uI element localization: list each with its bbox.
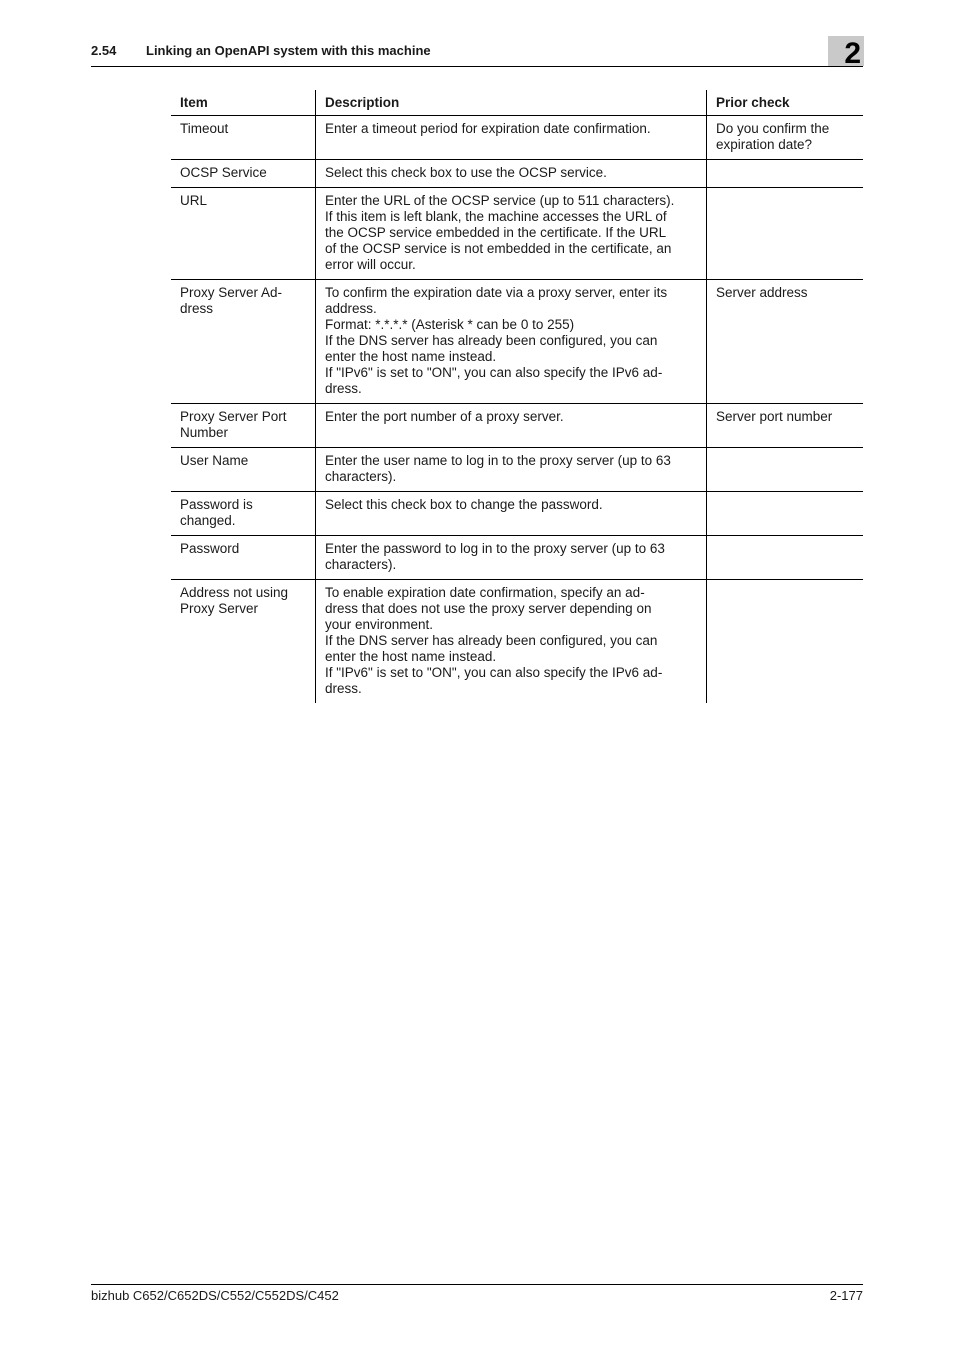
cell-description [316,580,707,704]
cell-text-line: address. [325,301,377,316]
cell-description [316,492,707,536]
cell-text-line: Enter the password to log in to the proxy server (up to 63 [325,541,665,556]
cell-text-line: enter the host name instead. [325,349,497,364]
cell-description [316,404,707,448]
cell-text-line: To confirm the expiration date via a proxy server, enter its [325,285,668,300]
column-header-description: Description [316,90,707,116]
cell-item [171,448,316,492]
cell-description [316,160,707,188]
cell-item [171,116,316,160]
table-row [171,160,863,188]
table-row [171,404,863,448]
cell-text-line: If the DNS server has already been configured, you can [325,633,658,648]
cell-text-line: your environment. [325,617,434,632]
cell-text-line: Timeout [180,121,229,136]
cell-text-line: Proxy Server Port [180,409,287,424]
cell-text-line: User Name [180,453,249,468]
table-row [171,448,863,492]
cell-text-line: expiration date? [716,137,813,152]
cell-text-line: URL [180,193,208,208]
cell-text-line: If "IPv6" is set to "ON", you can also specify the IPv6 ad- [325,665,663,680]
cell-text-line: dress that does not use the proxy server depending on [325,601,652,616]
cell-text-line: Do you confirm the [716,121,830,136]
column-header-prior-check: Prior check [707,90,864,116]
cell-text-line: Select this check box to use the OCSP service. [325,165,607,180]
cell-description [316,280,707,404]
cell-text-line: Select this check box to change the password. [325,497,603,512]
column-header-item: Item [171,90,316,116]
cell-prior-check [707,280,864,404]
table-row [171,580,863,704]
cell-item [171,404,316,448]
cell-text-line: If this item is left blank, the machine accesses the URL of [325,209,667,224]
cell-text-line: enter the host name instead. [325,649,497,664]
footer-model: bizhub C652/C652DS/C552/C552DS/C452 [91,1288,339,1303]
page-header [91,37,863,70]
cell-text-line: Proxy Server Ad- [180,285,283,300]
cell-description [316,448,707,492]
cell-description [316,188,707,280]
cell-description [316,536,707,580]
cell-description [316,116,707,160]
cell-text-line: characters). [325,469,397,484]
cell-text-line: Number [180,425,229,440]
cell-text-line: Password is [180,497,253,512]
cell-prior-check [707,188,864,280]
cell-text-line: Enter a timeout period for expiration date confirmation. [325,121,651,136]
cell-item [171,188,316,280]
table-header-row [171,90,863,116]
cell-text-line: Password [180,541,240,556]
cell-text-line: the OCSP service embedded in the certificate. If the URL [325,225,667,240]
cell-prior-check [707,448,864,492]
cell-prior-check [707,160,864,188]
cell-text-line: Address not using [180,585,289,600]
cell-text-line: changed. [180,513,236,528]
cell-item [171,492,316,536]
cell-text-line: dress [180,301,214,316]
cell-item [171,536,316,580]
page-number: 2-177 [829,1288,863,1303]
cell-text-line: dress. [325,681,362,696]
cell-text-line: Format: *.*.*.* (Asterisk * can be 0 to 255) [325,317,575,332]
section-number: 2.54 [91,43,117,58]
cell-text-line: error will occur. [325,257,416,272]
cell-item [171,280,316,404]
cell-text-line: OCSP Service [180,165,267,180]
cell-text-line: Enter the URL of the OCSP service (up to 511 characters). [325,193,675,208]
section-title: Linking an OpenAPI system with this machine [146,43,431,58]
cell-text-line: Server address [716,285,808,300]
cell-prior-check [707,492,864,536]
cell-prior-check [707,404,864,448]
cell-prior-check [707,536,864,580]
settings-table [171,90,863,703]
chapter-number: 2 [844,37,861,70]
page-footer [91,1284,863,1303]
cell-text-line: dress. [325,381,362,396]
cell-text-line: If the DNS server has already been configured, you can [325,333,658,348]
cell-text-line: Enter the user name to log in to the proxy server (up to 63 [325,453,671,468]
table-body [171,116,863,704]
cell-prior-check [707,580,864,704]
cell-item [171,580,316,704]
cell-text-line: Enter the port number of a proxy server. [325,409,564,424]
table-row [171,492,863,536]
cell-prior-check [707,116,864,160]
table-row [171,536,863,580]
cell-text-line: of the OCSP service is not embedded in the certificate, an [325,241,672,256]
table-row [171,280,863,404]
table-row [171,116,863,160]
cell-text-line: characters). [325,557,397,572]
cell-text-line: If "IPv6" is set to "ON", you can also specify the IPv6 ad- [325,365,663,380]
cell-text-line: Server port number [716,409,833,424]
table-row [171,188,863,280]
cell-item [171,160,316,188]
cell-text-line: Proxy Server [180,601,259,616]
cell-text-line: To enable expiration date confirmation, specify an ad- [325,585,645,600]
